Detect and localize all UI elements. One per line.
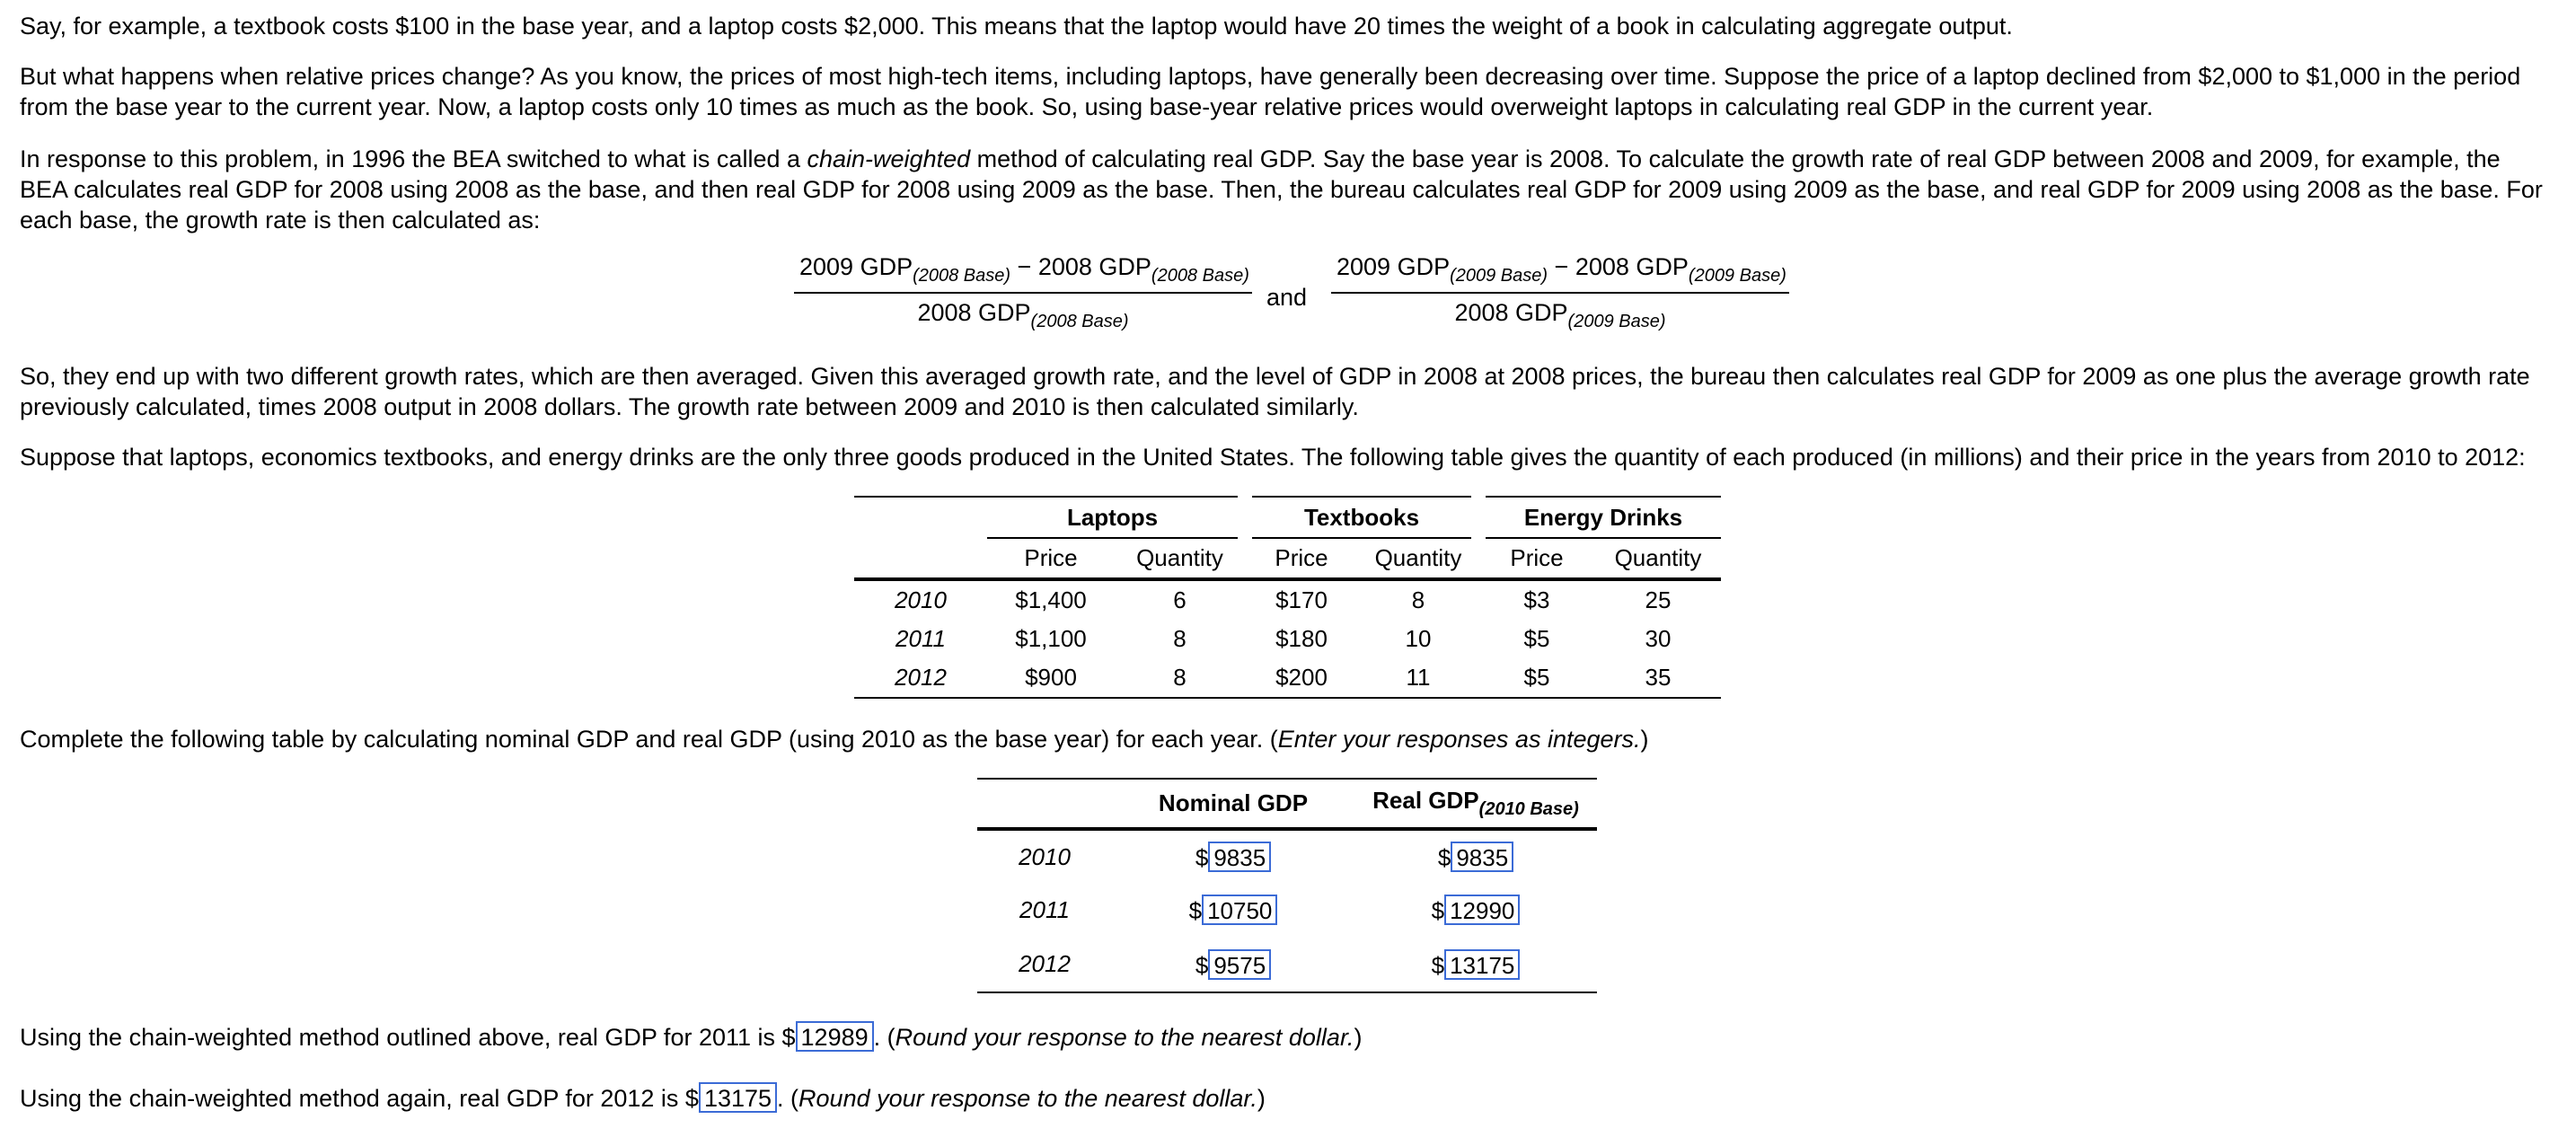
paragraph-relative-prices: But what happens when relative prices change? As you know, the prices of most high-tech items, including laptops, have generally been decreasing over time. Suppose the price of a laptop declined from $2,000 to $1,000 in the period from the base year to the current year. Now, a laptop costs only 10 times as much as the book. So, using base-year relative prices would overweight laptops in calculating real GDP in the current year. <box>20 63 2521 120</box>
row-year: 2012 <box>895 664 947 691</box>
subheader-quantity: Quantity <box>1136 544 1223 571</box>
currency-symbol: $ <box>1431 951 1445 979</box>
table-row <box>977 829 1597 883</box>
currency-symbol: $ <box>1437 844 1451 871</box>
formula-subscript: (2009 Base) <box>1450 266 1548 286</box>
cell-drink-quantity: 30 <box>1645 624 1672 652</box>
table-row <box>977 937 1597 992</box>
text: . ( <box>777 1085 799 1112</box>
cell-laptop-price: $900 <box>1025 664 1077 691</box>
emphasis-chain-weighted: chain-weighted <box>807 145 971 172</box>
instruction-emphasis: Round your response to the nearest dollar. <box>895 1024 1354 1051</box>
formula-term: 2008 GDP <box>1037 253 1151 280</box>
row-year: 2010 <box>1019 842 1071 870</box>
formula-subscript: (2008 Base) <box>1030 312 1129 331</box>
cell-textbook-price: $180 <box>1275 624 1328 652</box>
formula-subscript: (2008 Base) <box>1151 266 1249 286</box>
subheader-price: Price <box>1275 544 1328 571</box>
formula-term: 2008 GDP <box>1454 299 1568 326</box>
column-header-real-gdp <box>1354 779 1597 829</box>
nominal-gdp-input-2010[interactable]: 9835 <box>1208 842 1271 872</box>
subheader-quantity: Quantity <box>1374 544 1462 571</box>
text: ) <box>1257 1085 1266 1112</box>
question-chain-2012 <box>20 1082 2553 1114</box>
row-year: 2010 <box>895 586 947 613</box>
chain-real-gdp-2011-input[interactable]: 12989 <box>796 1021 874 1052</box>
table-row <box>854 619 1721 658</box>
cell-drink-quantity: 25 <box>1645 586 1672 613</box>
text: ) <box>1354 1024 1363 1051</box>
nominal-gdp-input-2012[interactable]: 9575 <box>1208 949 1271 980</box>
real-gdp-cell <box>1354 829 1597 883</box>
paragraph-chain-weighted <box>20 144 2553 235</box>
text: In response to this problem, in 1996 the BEA switched to what is called a <box>20 145 807 172</box>
formula-subscript: (2009 Base) <box>1567 312 1666 331</box>
table-row <box>854 658 1721 698</box>
formula-term: 2008 GDP <box>1575 253 1689 280</box>
cell-textbook-price: $170 <box>1275 586 1328 613</box>
formula-denominator <box>1331 294 1789 332</box>
cell-laptop-quantity: 6 <box>1173 586 1187 613</box>
text: Using the chain-weighted method outlined above, real GDP for 2011 is $ <box>20 1024 796 1051</box>
subheader-price: Price <box>1510 544 1564 571</box>
cell-laptop-price: $1,400 <box>1015 586 1087 613</box>
real-gdp-input-2012[interactable]: 13175 <box>1444 949 1520 980</box>
cell-drink-price: $3 <box>1523 586 1550 613</box>
group-header-laptops: Laptops <box>987 497 1245 538</box>
text: method of calculating real GDP. Say the base year is 2008. To calculate the growth rate of real GDP between 2008 and 2009, for example, the BEA calculates real GDP for 2008 using 2008 as the base, and then real GDP for 2008 using 2009 as the base. Then, the bureau calculates real GDP for 2009 using 2009 as the base, and real GDP for 2009 using 2008 as the base. For each base, the growth rate is then calculated as: <box>20 145 2543 234</box>
formula-numerator <box>794 253 1252 294</box>
real-gdp-cell <box>1354 937 1597 992</box>
real-gdp-input-2010[interactable]: 9835 <box>1451 842 1513 872</box>
column-header-nominal-gdp: Nominal GDP <box>1158 789 1309 816</box>
column-header-real-gdp-label: Real GDP <box>1372 787 1479 814</box>
text: ) <box>1640 726 1649 753</box>
question-chain-2011 <box>20 1021 2553 1053</box>
formula-subscript: (2009 Base) <box>1688 266 1786 286</box>
currency-symbol: $ <box>1195 844 1209 871</box>
currency-symbol: $ <box>1431 897 1445 924</box>
row-year: 2011 <box>895 624 946 652</box>
growth-formula-2009-base <box>1331 253 1789 332</box>
instruction-emphasis: Enter your responses as integers. <box>1277 726 1641 753</box>
gdp-answer-table <box>977 778 1597 993</box>
table-row <box>854 579 1721 619</box>
nominal-gdp-cell <box>1112 829 1354 883</box>
minus-sign: − <box>1010 253 1038 280</box>
growth-formula-2008-base <box>794 253 1252 332</box>
formula-numerator <box>1331 253 1789 294</box>
cell-laptop-quantity: 8 <box>1173 624 1187 652</box>
cell-laptop-quantity: 8 <box>1173 664 1187 691</box>
minus-sign: − <box>1548 253 1575 280</box>
row-year: 2012 <box>1019 950 1071 977</box>
currency-symbol: $ <box>1195 951 1209 979</box>
formula-and: and <box>1266 284 1308 311</box>
paragraph-complete-table <box>20 724 2553 754</box>
row-year: 2011 <box>1019 895 1070 923</box>
group-header-energy-drinks: Energy Drinks <box>1478 497 1721 538</box>
formula-term: 2009 GDP <box>799 253 913 280</box>
paragraph-three-goods: Suppose that laptops, economics textbooks, and energy drinks are the only three goods produced in the United States. The following table gives the quantity of each produced (in millions) and their price in the years from 2010 to 2012: <box>20 444 2526 471</box>
cell-drink-price: $5 <box>1523 624 1550 652</box>
subheader-price: Price <box>1024 544 1078 571</box>
real-gdp-input-2011[interactable]: 12990 <box>1444 895 1520 925</box>
paragraph-textbook-laptop: Say, for example, a textbook costs $100 in the base year, and a laptop costs $2,000. This means that the laptop would have 20 times the weight of a book in calculating aggregate output. <box>20 13 2013 40</box>
text: . ( <box>873 1024 895 1051</box>
nominal-gdp-cell <box>1112 883 1354 937</box>
table-row <box>977 883 1597 937</box>
instruction-emphasis: Round your response to the nearest dollar. <box>798 1085 1257 1112</box>
cell-textbook-price: $200 <box>1275 664 1328 691</box>
text: Complete the following table by calculating nominal GDP and real GDP (using 2010 as the base year) for each year. ( <box>20 726 1278 753</box>
cell-drink-quantity: 35 <box>1645 664 1672 691</box>
cell-textbook-quantity: 8 <box>1411 586 1425 613</box>
nominal-gdp-cell <box>1112 937 1354 992</box>
cell-textbook-quantity: 10 <box>1405 624 1432 652</box>
paragraph-averaged-growth: So, they end up with two different growth rates, which are then averaged. Given this averaged growth rate, and the level of GDP in 2008 at 2008 prices, the bureau then calculates real GDP for 2009 as one plus the average growth rate previously calculated, times 2008 output in 2008 dollars. The growth rate between 2009 and 2010 is then calculated similarly. <box>20 363 2530 420</box>
column-header-real-gdp-subscript: (2010 Base) <box>1478 799 1579 819</box>
text: Using the chain-weighted method again, real GDP for 2012 is $ <box>20 1085 699 1112</box>
real-gdp-cell <box>1354 883 1597 937</box>
formula-term: 2008 GDP <box>917 299 1031 326</box>
subheader-quantity: Quantity <box>1614 544 1702 571</box>
formula-denominator <box>794 294 1252 332</box>
goods-price-quantity-table <box>854 496 1721 699</box>
nominal-gdp-input-2011[interactable]: 10750 <box>1202 895 1277 925</box>
currency-symbol: $ <box>1188 897 1203 924</box>
group-header-textbooks: Textbooks <box>1245 497 1478 538</box>
formula-term: 2009 GDP <box>1337 253 1451 280</box>
cell-drink-price: $5 <box>1523 664 1550 691</box>
cell-laptop-price: $1,100 <box>1015 624 1087 652</box>
formula-subscript: (2008 Base) <box>913 266 1011 286</box>
cell-textbook-quantity: 11 <box>1406 664 1431 691</box>
chain-real-gdp-2012-input[interactable]: 13175 <box>699 1082 777 1113</box>
